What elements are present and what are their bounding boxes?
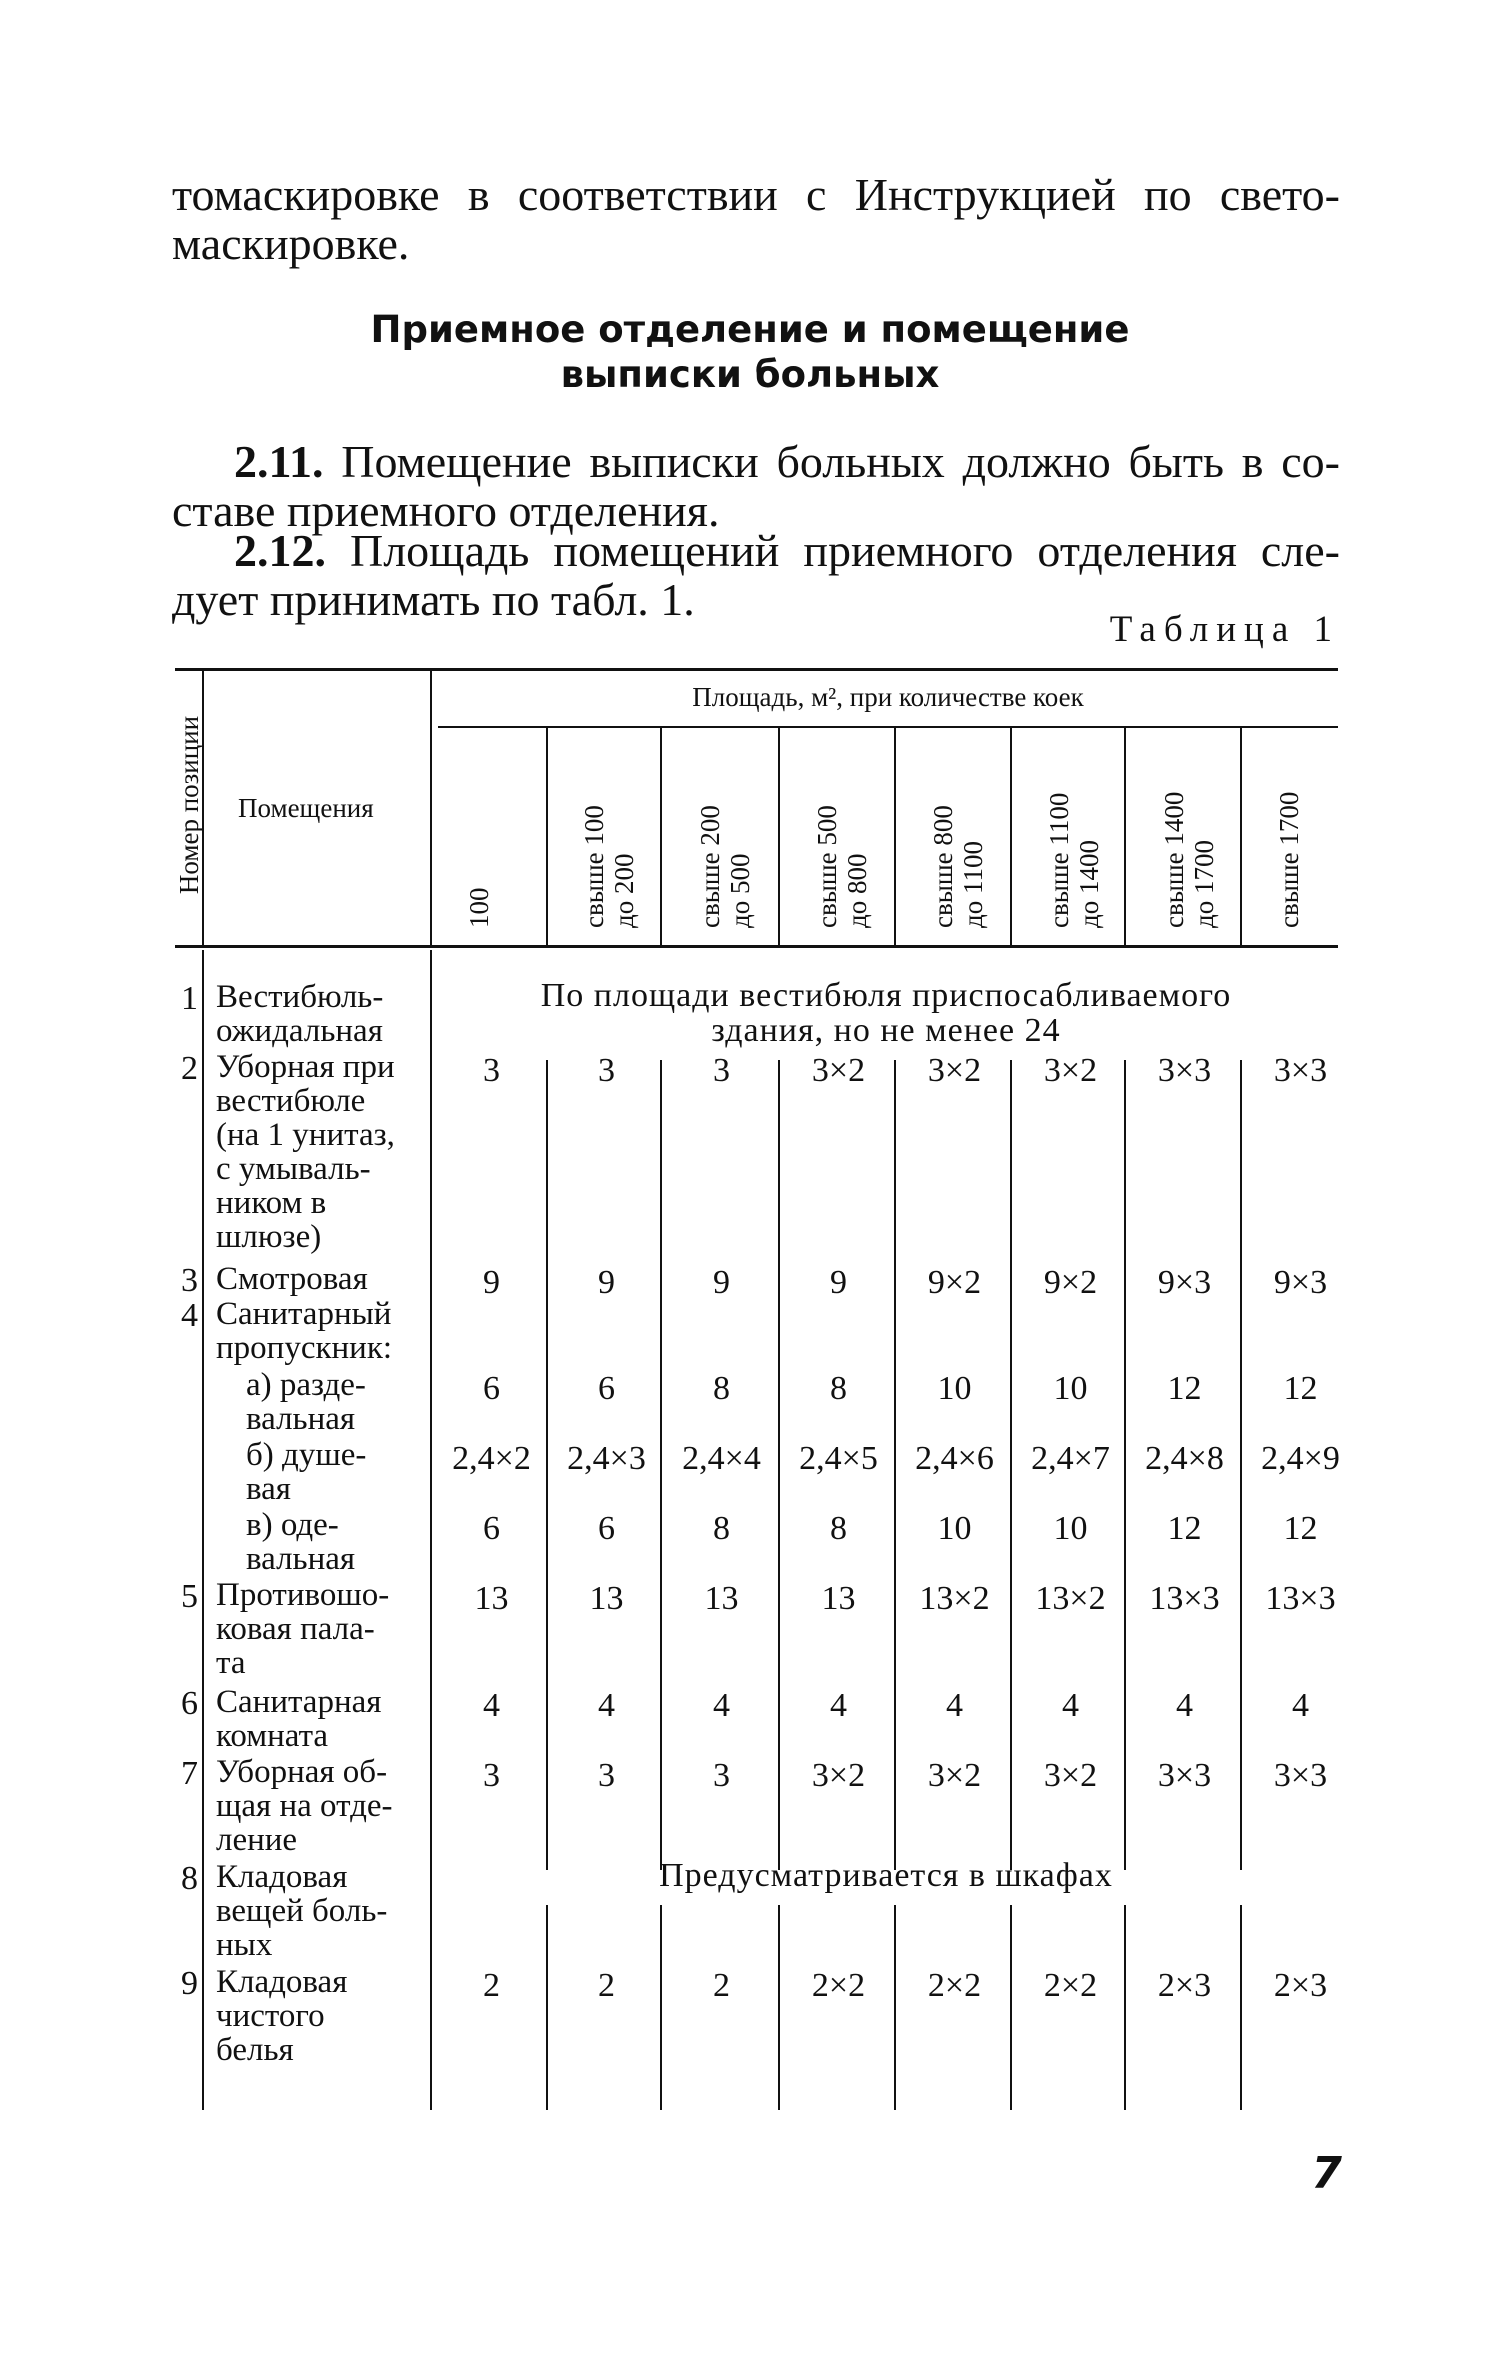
header-divider <box>778 728 780 945</box>
body-divider <box>546 1905 548 2110</box>
room-name: Санитарный пропускник: <box>216 1296 393 1366</box>
table-cell: 3×2 <box>811 1052 866 1089</box>
table-cell: 9×3 <box>1273 1264 1328 1301</box>
table-cell: 13×2 <box>919 1580 990 1617</box>
row-number: 8 <box>181 1860 198 1897</box>
header-divider <box>430 670 432 945</box>
table-cell: 2,4×4 <box>682 1440 761 1477</box>
table-cell: 3 <box>598 1052 615 1089</box>
body-divider <box>894 1905 896 2110</box>
table-cell: 3 <box>713 1757 730 1794</box>
table-cell: 2×3 <box>1157 1967 1212 2004</box>
header-divider <box>660 728 662 945</box>
beds-header-100-200: свыше 100 до 200 <box>579 805 639 928</box>
table-cell: 3×2 <box>811 1757 866 1794</box>
rooms-column-header: Помещения <box>238 793 374 823</box>
table-cell: 8 <box>713 1370 730 1407</box>
table-cell: 4 <box>713 1687 730 1724</box>
table-cell: 10 <box>1053 1370 1088 1407</box>
table-cell: 2×2 <box>927 1967 982 2004</box>
table-cell: 8 <box>830 1370 847 1407</box>
beds-header-800-1100: свыше 800 до 1100 <box>928 805 988 928</box>
table-cell: 13×3 <box>1265 1580 1336 1617</box>
table-cell: 12 <box>1167 1510 1202 1547</box>
table-cell: 9×2 <box>927 1264 982 1301</box>
row-number: 9 <box>181 1965 198 2002</box>
table-cell: 2,4×5 <box>799 1440 878 1477</box>
paragraph-2-11 <box>172 437 1340 535</box>
table-cell: 2 <box>713 1967 730 2004</box>
table-cell: 10 <box>937 1510 972 1547</box>
table-cell: 6 <box>483 1510 500 1547</box>
header-divider <box>546 728 548 945</box>
header-divider <box>1124 728 1126 945</box>
table-cell: 2×3 <box>1273 1967 1328 2004</box>
table-cell: 13×3 <box>1149 1580 1220 1617</box>
body-divider <box>778 1905 780 2110</box>
table-cell: 3×2 <box>927 1757 982 1794</box>
table-cell: 3×3 <box>1273 1757 1328 1794</box>
header-divider <box>1010 728 1012 945</box>
table-cell: 2×2 <box>1043 1967 1098 2004</box>
table-header-bottom-rule <box>175 945 1338 948</box>
body-divider <box>1010 1905 1012 2110</box>
table-cell: 6 <box>598 1510 615 1547</box>
table-cell: 3 <box>483 1052 500 1089</box>
page-number: 7 <box>1311 2148 1342 2199</box>
table-cell: 2,4×3 <box>567 1440 646 1477</box>
table-cell: 3 <box>713 1052 730 1089</box>
table-cell: 9×3 <box>1157 1264 1212 1301</box>
table-cell: 13×2 <box>1035 1580 1106 1617</box>
room-name: Кладовая вещей боль- ных <box>216 1859 388 1963</box>
header-divider <box>1240 728 1242 945</box>
row-number: 4 <box>181 1297 198 1334</box>
table-cell: 3×2 <box>1043 1052 1098 1089</box>
table-cell: 4 <box>830 1687 847 1724</box>
table-cell: 4 <box>946 1687 963 1724</box>
table-top-rule <box>175 668 1338 671</box>
table-cell: 13 <box>589 1580 624 1617</box>
table-cell: 10 <box>1053 1510 1088 1547</box>
table-cell: 12 <box>1283 1510 1318 1547</box>
row-number: 7 <box>181 1755 198 1792</box>
table-cell: 3×3 <box>1157 1757 1212 1794</box>
room-name: Санитарная комната <box>216 1684 382 1754</box>
room-name: Уборная об- щая на отде- ление <box>216 1754 393 1858</box>
room-name: в) оде- вальная <box>246 1507 356 1577</box>
body-divider <box>1124 1905 1126 2110</box>
section-heading-line-1: Приемное отделение и помещение <box>370 308 1130 351</box>
table-cell: 2 <box>598 1967 615 2004</box>
position-column-header: Номер позиции <box>174 715 204 895</box>
table-header-subrule <box>438 726 1338 728</box>
room-name: а) разде- вальная <box>246 1367 366 1437</box>
table-cell: 2,4×8 <box>1145 1440 1224 1477</box>
table-cell: 9 <box>483 1264 500 1301</box>
paragraph-number: 2.11. <box>234 436 324 487</box>
table-cell: 9×2 <box>1043 1264 1098 1301</box>
merged-cell-line-1: По площади вестибюля приспосабливаемого <box>540 977 1232 1014</box>
paragraph-number: 2.12. <box>234 525 326 576</box>
room-name: Уборная при вестибюле (на 1 унитаз, с умываль- ником в шлюзе) <box>216 1049 395 1255</box>
table-cell: 10 <box>937 1370 972 1407</box>
body-divider <box>430 950 432 2110</box>
table-cell: 12 <box>1167 1370 1202 1407</box>
table-cell: 4 <box>1176 1687 1193 1724</box>
merged-cell-line-2: здания, но не менее 24 <box>711 1012 1061 1049</box>
section-heading-line-2: выписки больных <box>560 353 940 396</box>
table-cell: 6 <box>483 1370 500 1407</box>
room-name: Противошо- ковая пала- та <box>216 1577 390 1681</box>
table-cell: 9 <box>830 1264 847 1301</box>
table-caption: Таблица 1 <box>1109 609 1340 650</box>
table-cell: 4 <box>598 1687 615 1724</box>
beds-header-1400-1700: свыше 1400 до 1700 <box>1159 791 1219 928</box>
paragraph-line-2: дует принимать по табл. 1. <box>172 574 695 625</box>
room-name: Вестибюль- ожидальная <box>216 979 384 1049</box>
paragraph-line-2: ставе приемного отделения. <box>172 485 720 536</box>
header-divider <box>894 728 896 945</box>
table-cell: 13 <box>704 1580 739 1617</box>
beds-header-1700: свыше 1700 <box>1274 791 1304 928</box>
table-cell: 2,4×7 <box>1031 1440 1110 1477</box>
room-name: б) душе- вая <box>246 1437 367 1507</box>
beds-header-500-800: свыше 500 до 800 <box>812 805 872 928</box>
table-cell: 4 <box>1062 1687 1079 1724</box>
table-cell: 3×2 <box>927 1052 982 1089</box>
table-cell: 3 <box>598 1757 615 1794</box>
table-cell: 12 <box>1283 1370 1318 1407</box>
intro-line-2: маскировке. <box>172 218 410 269</box>
table-cell: 13 <box>821 1580 856 1617</box>
table-cell: 9 <box>713 1264 730 1301</box>
merged-cell-line-1: Предусматривается в шкафах <box>659 1857 1113 1894</box>
intro-line-1: томаскировке в соответствии с Инструкцией по свето- <box>172 169 1340 220</box>
table-cell: 8 <box>713 1510 730 1547</box>
body-divider <box>660 1905 662 2110</box>
table-cell: 2 <box>483 1967 500 2004</box>
row-number: 2 <box>181 1050 198 1087</box>
table-cell: 2×2 <box>811 1967 866 2004</box>
paragraph-line-1: Помещение выписки больных должно быть в со- <box>341 436 1340 487</box>
table-cell: 8 <box>830 1510 847 1547</box>
area-group-header: Площадь, м², при количестве коек <box>692 682 1084 712</box>
beds-header-1100-1400: свыше 1100 до 1400 <box>1044 792 1104 928</box>
intro-paragraph <box>172 170 1340 268</box>
section-heading <box>160 307 1340 397</box>
table-cell: 4 <box>483 1687 500 1724</box>
table-cell: 3×3 <box>1273 1052 1328 1089</box>
table-cell: 3×3 <box>1157 1052 1212 1089</box>
room-name: Смотровая <box>216 1261 368 1297</box>
room-name: Кладовая чистого белья <box>216 1964 348 2068</box>
table-cell: 2,4×6 <box>915 1440 994 1477</box>
body-divider <box>202 950 204 2110</box>
table-cell: 3 <box>483 1757 500 1794</box>
beds-header-100: 100 <box>464 887 494 928</box>
table-cell: 3×2 <box>1043 1757 1098 1794</box>
row-number: 3 <box>181 1262 198 1299</box>
table-cell: 4 <box>1292 1687 1309 1724</box>
table-cell: 2,4×9 <box>1261 1440 1340 1477</box>
table-cell: 9 <box>598 1264 615 1301</box>
beds-header-200-500: свыше 200 до 500 <box>695 805 755 928</box>
row-number: 5 <box>181 1578 198 1615</box>
paragraph-line-1: Площадь помещений приемного отделения сле- <box>350 525 1340 576</box>
row-number: 1 <box>181 980 198 1017</box>
row-number: 6 <box>181 1685 198 1722</box>
table-cell: 13 <box>474 1580 509 1617</box>
table-cell: 2,4×2 <box>452 1440 531 1477</box>
body-divider <box>1240 1905 1242 2110</box>
table-cell: 6 <box>598 1370 615 1407</box>
